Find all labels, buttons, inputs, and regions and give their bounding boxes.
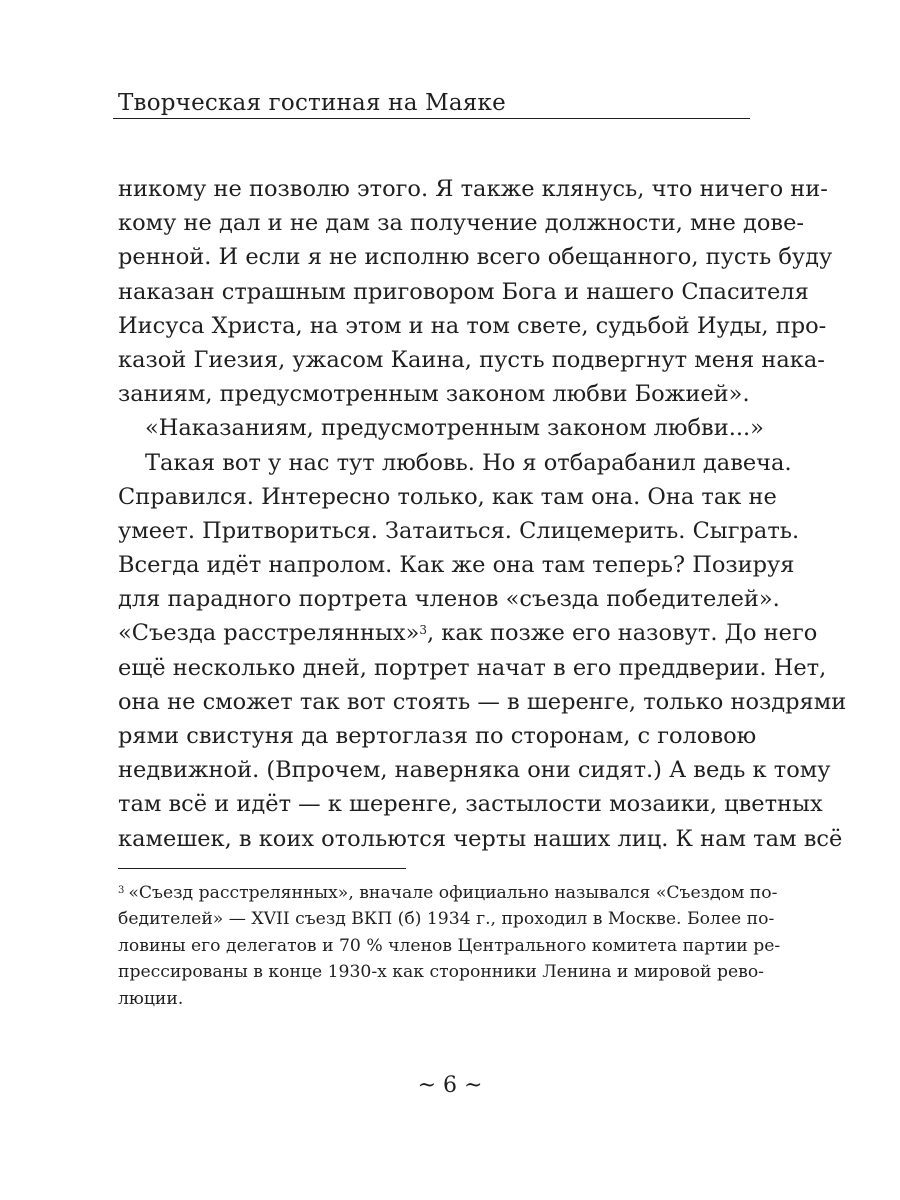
footnote-line-content: ловины его делегатов и 70 % членов Центрального комитета партии ре- <box>118 935 781 956</box>
text-line-content: «Наказаниям, предусмотренным законом любви...» <box>145 415 764 442</box>
text-line-content: «Съезда расстрелянных» <box>118 620 420 647</box>
text-line-content: камешек, в коих отольются черты наших лиц. К нам там всё <box>118 825 843 852</box>
text-line <box>118 685 847 719</box>
text-line <box>118 240 833 274</box>
text-line <box>118 446 792 480</box>
text-line <box>118 514 800 548</box>
text-line-content: кому не дал и не дам за получение должности, мне дове- <box>118 210 805 237</box>
header-rule <box>113 118 750 119</box>
footnote-line <box>118 906 775 932</box>
text-line-content: рями свистуня да вертоглазя по сторонам, с головою <box>118 723 757 749</box>
text-line <box>118 377 750 411</box>
text-line-content: заниям, предусмотренным законом любви Божией». <box>118 381 750 408</box>
text-line-content: никому не позволю этого. Я также клянусь, что ничего ни- <box>118 176 828 202</box>
text-line <box>118 206 805 240</box>
text-line <box>118 651 827 685</box>
text-line <box>118 616 818 650</box>
text-line <box>118 309 827 343</box>
text-line <box>118 480 777 514</box>
text-line-content: Такая вот у нас тут любовь. Но я отбарабанил давеча. <box>145 449 792 476</box>
footnote-marker: 3 <box>118 885 125 896</box>
text-line-content: недвижной. (Впрочем, наверняка они сидят.) А ведь к тому <box>118 757 831 784</box>
text-line-content: там всё и идёт — к шеренге, застылости мозаики, цветных <box>118 791 823 818</box>
text-line-content: казой Гиезия, ужасом Каина, пусть подвергнут меня нака- <box>118 346 825 373</box>
footnote-rule <box>118 868 406 869</box>
text-line-content: наказан страшным приговором Бога и нашего Спасителя <box>118 278 809 305</box>
footnote-line <box>118 880 778 906</box>
text-line <box>118 172 828 206</box>
text-line <box>118 719 757 753</box>
text-line <box>118 411 764 445</box>
page-number: ~ 6 ~ <box>417 1073 483 1098</box>
main-text <box>118 172 847 856</box>
footnote-line <box>118 959 764 985</box>
running-head: Творческая гостиная на Маяке <box>118 90 506 116</box>
text-line <box>118 548 795 582</box>
text-line <box>118 787 823 821</box>
text-line-content: ренной. И если я не исполню всего обещанного, пусть буду <box>118 244 833 271</box>
footnote-line-content: люции. <box>118 988 184 1009</box>
footnote-line-content: «Съезд расстрелянных», вначале официально назывался «Съездом по- <box>128 883 778 903</box>
text-line-content: Иисуса Христа, на этом и на том свете, судьбой Иуды, про- <box>118 312 827 339</box>
text-line-content: , как позже его назовут. До него <box>426 620 818 647</box>
text-line-content: ещё несколько дней, портрет начат в его преддверии. Нет, <box>118 654 827 681</box>
text-line-content: для парадного портрета членов «съезда победителей». <box>118 586 780 613</box>
text-line <box>118 582 780 616</box>
text-line-content: Справился. Интересно только, как там она. Она так не <box>118 483 777 510</box>
text-line-content: Всегда идёт напролом. Как же она там теперь? Позируя <box>118 552 795 579</box>
footnote-line <box>118 933 781 959</box>
footnote <box>118 880 781 1012</box>
text-line <box>118 343 825 377</box>
text-line-content: она не сможет так вот стоять — в шеренге, только ноздрями <box>118 688 847 715</box>
text-line <box>118 822 843 856</box>
text-line-content: умеет. Притвориться. Затаиться. Слицемерить. Сыграть. <box>118 517 800 544</box>
footnote-line-content: бедителей» — XVII съезд ВКП (б) 1934 г., проходил в Москве. Более по- <box>118 909 775 930</box>
footnote-line-content: прессированы в конце 1930-х как сторонники Ленина и мировой рево- <box>118 962 764 983</box>
text-line <box>118 753 831 787</box>
text-line <box>118 275 809 309</box>
footnote-line <box>118 986 750 1012</box>
footnote-reference[interactable]: 3 <box>419 623 427 638</box>
